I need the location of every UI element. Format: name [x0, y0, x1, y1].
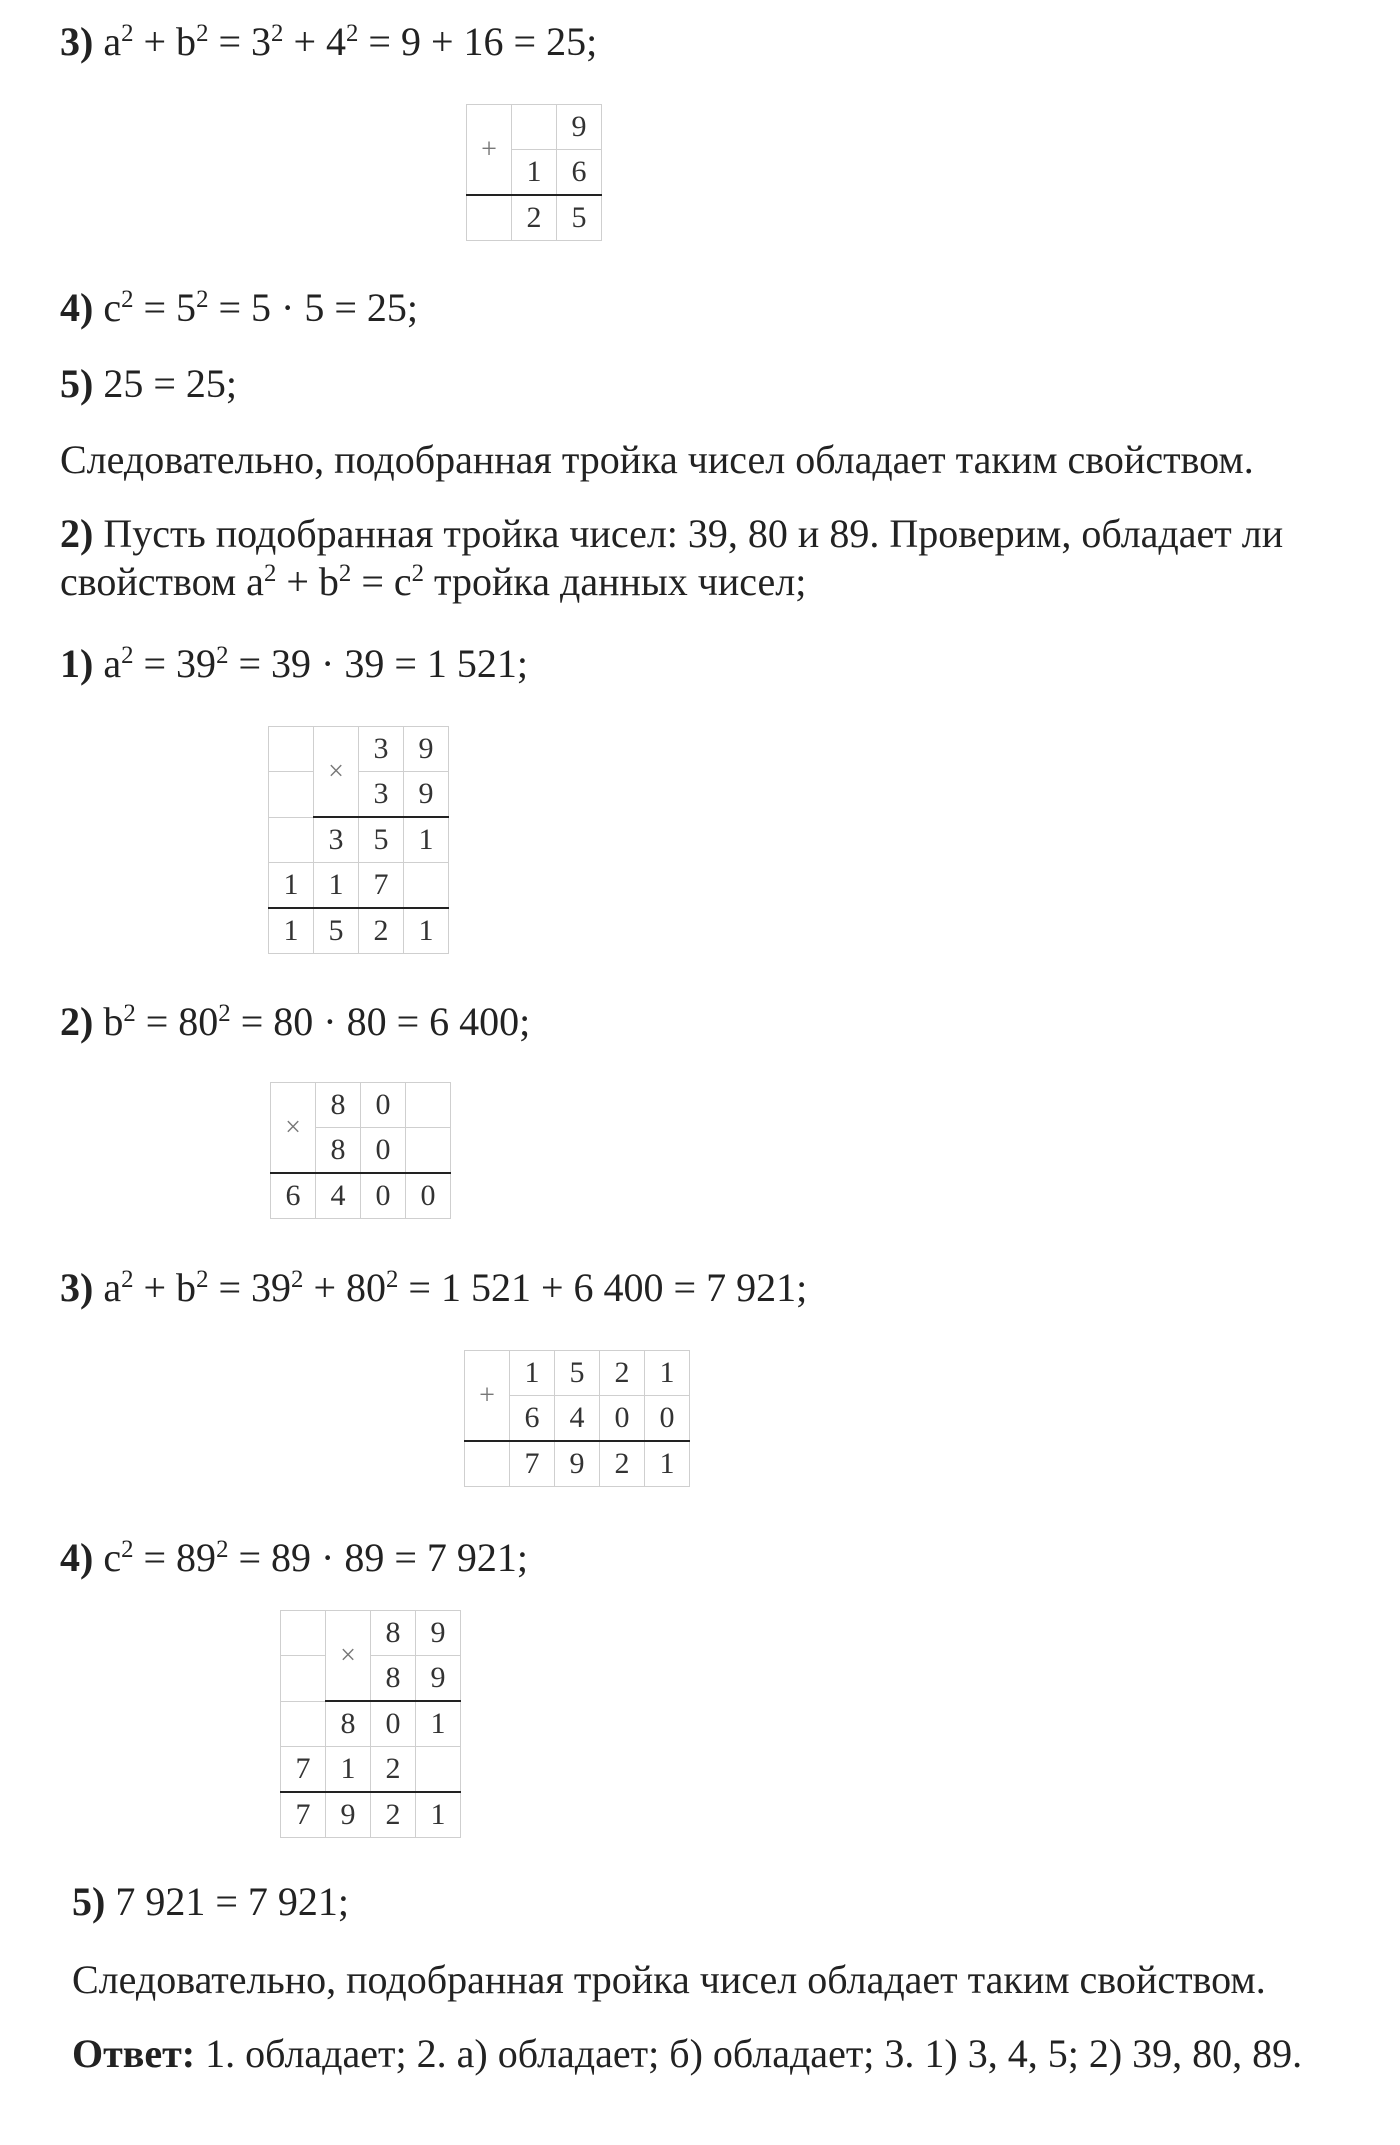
conclusion-2: Следовательно, подобранная тройка чисел обладает таким свойством.: [72, 1957, 1266, 2002]
step-4-c-squared: 4) $c^2 = 5^2 = 5 \cdot 5 = 25$;: [60, 285, 419, 330]
grid-cell: 2: [371, 1792, 416, 1838]
grid-cell: 0: [371, 1701, 416, 1747]
grid-cell: 6: [271, 1173, 316, 1219]
plus-sign: +: [467, 105, 512, 196]
grid-cell: 8: [316, 1083, 361, 1128]
grid-cell: 0: [361, 1173, 406, 1219]
grid-cell: 6: [557, 150, 602, 196]
grid-cell: 0: [645, 1396, 690, 1442]
grid-cell: [467, 195, 512, 241]
step-3-sum-of-squares: 3) $a^2 + b^2 = 3^2 + 4^2 = 9 + 16 = 25$;: [60, 19, 598, 64]
grid-cell: [281, 1701, 326, 1747]
grid-cell: 2: [600, 1441, 645, 1487]
grid-cell: [416, 1747, 461, 1793]
step-5-equality: 5) 25 = 25;: [60, 361, 237, 406]
grid-cell: [404, 863, 449, 909]
grid-cell: 4: [316, 1173, 361, 1219]
grid-cell: 0: [361, 1083, 406, 1128]
grid-cell: 8: [371, 1611, 416, 1656]
grid-cell: 9: [416, 1611, 461, 1656]
grid-cell: 2: [512, 195, 557, 241]
step-1-a-squared: 1) $a^2 = 39^2 = 39 \cdot 39 = 1$ 521;: [60, 641, 529, 686]
grid-cell: [406, 1083, 451, 1128]
answer: Ответ: 1. обладает; 2. а) обладает; б) обладает; 3. 1) 3, 4, 5; 2) 39, 80, 89.: [72, 2031, 1303, 2076]
grid-cell: [512, 105, 557, 150]
step-3-sum-of-squares-2: 3) $a^2 + b^2 = 39^2 + 80^2 = 1$ 521 + 6 400 = 7 921;: [60, 1265, 808, 1310]
grid-cell: 2: [600, 1351, 645, 1396]
addition-grid-1521-6400: [464, 1350, 690, 1487]
step-2-b-squared: 2) $b^2 = 80^2 = 80 \cdot 80 = 6$ 400;: [60, 999, 531, 1044]
grid-cell: 9: [416, 1656, 461, 1702]
grid-cell: 1: [269, 863, 314, 909]
times-sign: ×: [326, 1611, 371, 1702]
grid-cell: 9: [404, 772, 449, 818]
grid-cell: 2: [359, 908, 404, 954]
grid-cell: 1: [510, 1351, 555, 1396]
grid-cell: 8: [326, 1701, 371, 1747]
grid-cell: [281, 1656, 326, 1702]
grid-cell: 9: [555, 1441, 600, 1487]
multiplication-grid-80: [270, 1082, 451, 1219]
answer-label: Ответ:: [72, 2031, 196, 2076]
times-sign: ×: [314, 727, 359, 818]
grid-cell: 0: [361, 1128, 406, 1174]
grid-cell: 7: [359, 863, 404, 909]
grid-cell: 8: [316, 1128, 361, 1174]
grid-cell: 7: [281, 1747, 326, 1793]
grid-cell: [269, 772, 314, 818]
grid-cell: 1: [326, 1747, 371, 1793]
grid-cell: 6: [510, 1396, 555, 1442]
grid-cell: 7: [510, 1441, 555, 1487]
grid-cell: 5: [359, 817, 404, 863]
grid-cell: 0: [406, 1173, 451, 1219]
grid-cell: 3: [314, 817, 359, 863]
grid-cell: 5: [555, 1351, 600, 1396]
grid-cell: 1: [416, 1701, 461, 1747]
times-sign: ×: [271, 1083, 316, 1174]
grid-cell: 3: [359, 772, 404, 818]
part-2-intro: 2) Пусть подобранная тройка чисел: 39, 80 и 89. Проверим, обладает ли свойством $a^2 + b^2 = c^2$ тройка данных чисел;: [60, 511, 1284, 604]
grid-cell: 2: [371, 1747, 416, 1793]
grid-cell: 5: [314, 908, 359, 954]
multiplication-grid-39: [268, 726, 449, 954]
grid-cell: [406, 1128, 451, 1174]
grid-cell: 1: [416, 1792, 461, 1838]
grid-cell: [465, 1441, 510, 1487]
grid-cell: 1: [269, 908, 314, 954]
grid-cell: 1: [645, 1351, 690, 1396]
grid-cell: 1: [645, 1441, 690, 1487]
grid-cell: 1: [404, 817, 449, 863]
grid-cell: [269, 817, 314, 863]
grid-cell: [281, 1611, 326, 1656]
grid-cell: 9: [404, 727, 449, 772]
step-5-equality-2: 5) 7 921 = 7 921;: [72, 1879, 349, 1924]
conclusion-1: Следовательно, подобранная тройка чисел обладает таким свойством.: [60, 437, 1254, 482]
grid-cell: 4: [555, 1396, 600, 1442]
grid-cell: [269, 727, 314, 772]
grid-cell: 5: [557, 195, 602, 241]
grid-cell: 1: [314, 863, 359, 909]
grid-cell: 9: [557, 105, 602, 150]
grid-cell: 9: [326, 1792, 371, 1838]
step-4-c-squared-2: 4) $c^2 = 89^2 = 89 \cdot 89 = 7$ 921;: [60, 1535, 529, 1580]
grid-cell: 1: [512, 150, 557, 196]
grid-cell: 7: [281, 1792, 326, 1838]
grid-cell: 8: [371, 1656, 416, 1702]
addition-grid-9-16: [466, 104, 602, 241]
grid-cell: 0: [600, 1396, 645, 1442]
grid-cell: 1: [404, 908, 449, 954]
plus-sign: +: [465, 1351, 510, 1442]
grid-cell: 3: [359, 727, 404, 772]
multiplication-grid-89: [280, 1610, 461, 1838]
